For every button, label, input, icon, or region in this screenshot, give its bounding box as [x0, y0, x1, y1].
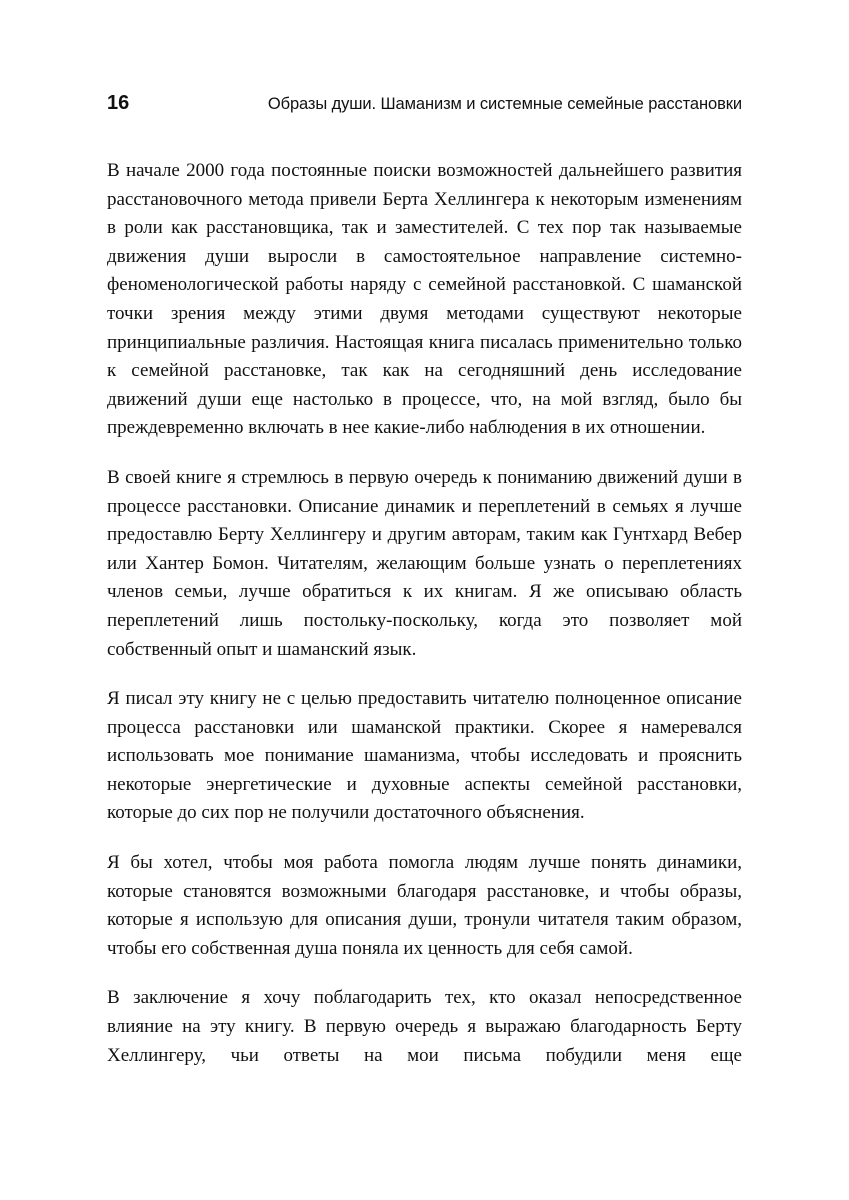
page-header	[107, 92, 742, 122]
running-title: Образы души. Шаманизм и системные семейные расстановки	[267, 95, 742, 113]
body-text	[107, 157, 742, 1091]
paragraph: В своей книге я стремлюсь в первую очередь к пониманию движений души в процессе расстановки. Описание динамик и переплетений в семьях я лучше предоставлю Берту Хеллингеру и другим авторам, таким как Гунтхард Вебер или Хантер Бомон. Читателям, желающим больше узнать о переплетениях членов семьи, лучше обратиться к их книгам. Я же описываю область переплетений лишь постольку-поскольку, когда это позволяет мой собственный опыт и шаманский язык.	[107, 466, 742, 660]
paragraph: В заключение я хочу поблагодарить тех, кто оказал непосредственное влияние на эту книгу. В первую очередь я выражаю благодарность Берту Хеллингеру, чьи ответы на мои письма побудили меня еще	[107, 987, 742, 1066]
paragraph: Я бы хотел, чтобы моя работа помогла людям лучше понять динамики, которые становятся возможными благодаря расстановке, и чтобы образы, которые я использую для описания души, тронули читателя таким образом, чтобы его собственная душа поняла их ценность для себя самой.	[107, 852, 742, 959]
page-number: 16	[107, 92, 130, 114]
paragraph: Я писал эту книгу не с целью предоставить читателю полноценное описание процесса расстановки или шаманской практики. Скорее я намеревался использовать мое понимание шаманизма, чтобы исследовать и прояснить некоторые энергетические и духовные аспекты семейной расстановки, которые до сих пор не получили достаточного объяснения.	[107, 688, 742, 824]
paragraph: В начале 2000 года постоянные поиски возможностей дальнейшего развития расстановочного метода привели Берта Хеллингера к некоторым изменениям в роли как расстановщика, так и заместителей. С тех пор так называемые движения души выросли в самостоятельное направление системно-феноменологической работы наряду с семейной расстановкой. С шаманской точки зрения между этими двумя методами существуют некоторые принципиальные различия. Настоящая книга писалась применительно только к семейной расстановке, так как на сегодняшний день исследование движений души еще настолько в процессе, что, на мой взгляд, было бы преждевременно включать в нее какие-либо наблюдения в их отношении.	[107, 160, 742, 439]
